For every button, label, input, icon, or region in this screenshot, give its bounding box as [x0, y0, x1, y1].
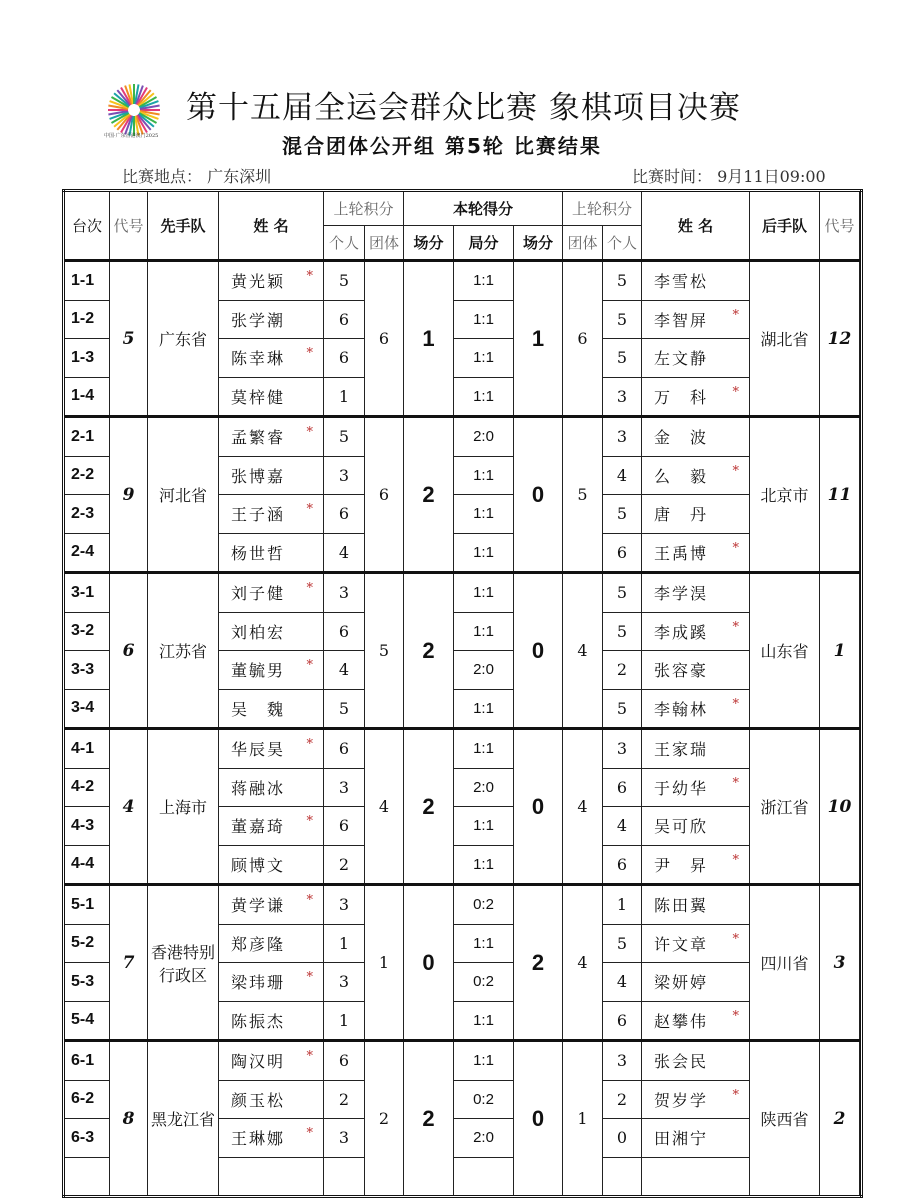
individual-score-a: 6: [324, 300, 365, 339]
team-score-a: 1: [365, 885, 404, 1041]
board-number: 2-3: [64, 495, 110, 534]
player-name: 李学淏: [654, 584, 709, 604]
player-name: 颜玉松: [231, 1090, 286, 1110]
individual-score-b: 5: [603, 689, 642, 729]
second-team: 四川省: [750, 885, 820, 1041]
board-number: 5-4: [64, 1001, 110, 1041]
col-ind-a: 个人: [324, 226, 365, 261]
venue: 比赛地点： 广东深圳: [122, 167, 272, 186]
star-marker: *: [732, 931, 741, 947]
team-score-a: 6: [365, 417, 404, 573]
table-row: [64, 1041, 862, 1081]
star-marker: *: [306, 893, 315, 909]
player-name-b: [642, 339, 750, 378]
star-marker: *: [732, 1087, 741, 1103]
player-name: 李翰林: [654, 699, 709, 719]
star-marker: *: [732, 1008, 741, 1024]
code-a: 6: [110, 573, 148, 729]
player-name-b: [642, 768, 750, 807]
code-b: 1: [820, 573, 860, 729]
player-name: 王琳娜: [231, 1129, 286, 1149]
code-a: 5: [110, 261, 148, 417]
individual-score-a: 5: [324, 417, 365, 457]
player-name-a: [219, 963, 324, 1002]
individual-score-a: 6: [324, 729, 365, 769]
col-prev-score-b: 上轮积分: [563, 191, 642, 226]
player-name-b: [642, 533, 750, 573]
match-points-b: 2: [514, 885, 563, 1041]
match-points-a: 2: [404, 573, 454, 729]
star-marker: *: [306, 814, 315, 830]
individual-score-a: 2: [324, 1080, 365, 1119]
first-team: 广东省: [148, 261, 219, 417]
empty-cell: [64, 1157, 110, 1197]
board-number: 5-3: [64, 963, 110, 1002]
game-score: 0:2: [454, 963, 514, 1002]
player-name-a: [219, 845, 324, 885]
results-table: [62, 189, 863, 1198]
player-name: 董嘉琦: [231, 817, 286, 837]
star-marker: *: [306, 581, 315, 597]
board-number: 3-4: [64, 689, 110, 729]
game-score: 1:1: [454, 300, 514, 339]
board-number: 2-1: [64, 417, 110, 457]
player-name: 贺岁学: [654, 1090, 709, 1110]
match-points-b: 0: [514, 729, 563, 885]
individual-score-b: 3: [603, 377, 642, 417]
table-row: [64, 729, 862, 769]
team-score-b: 4: [563, 885, 603, 1041]
match-points-a: 1: [404, 261, 454, 417]
player-name: 蒋融冰: [231, 778, 286, 798]
individual-score-b: 6: [603, 845, 642, 885]
player-name: 梁玮珊: [231, 973, 286, 993]
individual-score-a: 1: [324, 924, 365, 963]
player-name-a: [219, 1041, 324, 1081]
player-name: 黄学谦: [231, 896, 286, 916]
player-name-b: [642, 1119, 750, 1158]
individual-score-a: 3: [324, 768, 365, 807]
col-name-a: 姓 名: [219, 191, 324, 261]
player-name-a: [219, 924, 324, 963]
star-marker: *: [306, 425, 315, 441]
player-name-a: [219, 573, 324, 613]
match-points-b: 0: [514, 573, 563, 729]
logo-caption: 中国·广东香港澳门2025: [104, 133, 159, 139]
code-a: 9: [110, 417, 148, 573]
code-b: 3: [820, 885, 860, 1041]
player-name: 杨世哲: [231, 543, 286, 563]
player-name-a: [219, 807, 324, 846]
individual-score-a: 1: [324, 1001, 365, 1041]
second-team: 北京市: [750, 417, 820, 573]
player-name-b: [642, 689, 750, 729]
player-name: 万 科: [654, 387, 709, 407]
player-name-b: [642, 495, 750, 534]
player-name: 陈幸琳: [231, 349, 286, 369]
player-name: 董毓男: [231, 661, 286, 681]
game-score: 1:1: [454, 924, 514, 963]
player-name-a: [219, 1001, 324, 1041]
empty-cell: [324, 1157, 365, 1197]
col-prev-score-a: 上轮积分: [324, 191, 404, 226]
player-name: 刘柏宏: [231, 622, 286, 642]
col-board: 台次: [64, 191, 110, 261]
player-name: 吴 魏: [231, 699, 286, 719]
page-subtitle: 混合团体公开组 第5轮 比赛结果: [282, 134, 602, 158]
player-name: 张博嘉: [231, 466, 286, 486]
board-number: 4-3: [64, 807, 110, 846]
col-team-a: 团体: [365, 226, 404, 261]
star-marker: *: [306, 737, 315, 753]
player-name-a: [219, 339, 324, 378]
individual-score-a: 1: [324, 377, 365, 417]
player-name-a: [219, 1119, 324, 1158]
individual-score-b: 2: [603, 1080, 642, 1119]
player-name-b: [642, 651, 750, 690]
team-score-b: 1: [563, 1041, 603, 1197]
player-name-b: [642, 924, 750, 963]
col-match-a: 场分: [404, 226, 454, 261]
star-marker: *: [732, 775, 741, 791]
game-score: 1:1: [454, 573, 514, 613]
star-marker: *: [306, 269, 315, 285]
code-b: 10: [820, 729, 860, 885]
individual-score-b: 5: [603, 573, 642, 613]
code-a: 4: [110, 729, 148, 885]
game-score: 2:0: [454, 651, 514, 690]
individual-score-b: 4: [603, 456, 642, 495]
board-number: 1-2: [64, 300, 110, 339]
code-b: 11: [820, 417, 860, 573]
player-name: 张容豪: [654, 661, 709, 681]
board-number: 6-1: [64, 1041, 110, 1081]
first-team: 江苏省: [148, 573, 219, 729]
game-score: 1:1: [454, 845, 514, 885]
col-round-score: 本轮得分: [404, 191, 563, 226]
board-number: 2-2: [64, 456, 110, 495]
second-team: 湖北省: [750, 261, 820, 417]
game-score: 1:1: [454, 729, 514, 769]
team-score-a: 5: [365, 573, 404, 729]
player-name-b: [642, 845, 750, 885]
star-marker: *: [732, 307, 741, 323]
col-match-b: 场分: [514, 226, 563, 261]
game-score: 1:1: [454, 339, 514, 378]
player-name: 田湘宁: [654, 1129, 709, 1149]
player-name: 于幼华: [654, 778, 709, 798]
match-points-a: 2: [404, 729, 454, 885]
individual-score-a: 3: [324, 963, 365, 1002]
individual-score-b: 4: [603, 807, 642, 846]
player-name-b: [642, 300, 750, 339]
second-team: 陕西省: [750, 1041, 820, 1197]
player-name-a: [219, 1080, 324, 1119]
board-number: 3-1: [64, 573, 110, 613]
board-number: 5-2: [64, 924, 110, 963]
col-first-team: 先手队: [148, 191, 219, 261]
player-name: 左文静: [654, 349, 709, 369]
board-number: 1-3: [64, 339, 110, 378]
game-score: 1:1: [454, 612, 514, 651]
match-points-a: 0: [404, 885, 454, 1041]
match-points-a: 2: [404, 1041, 454, 1197]
code-a: 7: [110, 885, 148, 1041]
player-name-b: [642, 261, 750, 301]
team-score-a: 4: [365, 729, 404, 885]
game-score: 1:1: [454, 1001, 514, 1041]
individual-score-a: 6: [324, 612, 365, 651]
player-name-b: [642, 1041, 750, 1081]
individual-score-b: 1: [603, 885, 642, 925]
player-name: 莫梓健: [231, 387, 286, 407]
player-name: 顾博文: [231, 855, 286, 875]
individual-score-b: 2: [603, 651, 642, 690]
team-score-a: 6: [365, 261, 404, 417]
individual-score-b: 5: [603, 339, 642, 378]
game-score: 0:2: [454, 1080, 514, 1119]
col-game: 局分: [454, 226, 514, 261]
individual-score-b: 6: [603, 768, 642, 807]
player-name-b: [642, 885, 750, 925]
individual-score-b: 3: [603, 729, 642, 769]
empty-cell: [219, 1157, 324, 1197]
player-name: 唐 丹: [654, 505, 709, 525]
col-second-team: 后手队: [750, 191, 820, 261]
star-marker: *: [732, 463, 741, 479]
player-name: 刘子健: [231, 584, 286, 604]
individual-score-a: 3: [324, 456, 365, 495]
individual-score-b: 5: [603, 261, 642, 301]
empty-cell: [454, 1157, 514, 1197]
player-name: 陈振杰: [231, 1011, 286, 1031]
player-name: 张会民: [654, 1052, 709, 1072]
star-marker: *: [306, 1049, 315, 1065]
col-code-a: 代号: [110, 191, 148, 261]
player-name: 尹 昇: [654, 855, 709, 875]
player-name-a: [219, 417, 324, 457]
player-name: 陈田翼: [654, 896, 709, 916]
board-number: 3-3: [64, 651, 110, 690]
empty-cell: [603, 1157, 642, 1197]
board-number: 4-2: [64, 768, 110, 807]
player-name: 王家瑞: [654, 740, 709, 760]
second-team: 浙江省: [750, 729, 820, 885]
board-number: 6-2: [64, 1080, 110, 1119]
game-score: 1:1: [454, 533, 514, 573]
star-marker: *: [306, 1126, 315, 1142]
board-number: 3-2: [64, 612, 110, 651]
match-points-b: 0: [514, 417, 563, 573]
col-ind-b: 个人: [603, 226, 642, 261]
board-number: 2-4: [64, 533, 110, 573]
player-name: 黄光颖: [231, 272, 286, 292]
player-name-b: [642, 963, 750, 1002]
player-name: 华辰昊: [231, 740, 286, 760]
star-marker: *: [732, 540, 741, 556]
match-points-a: 2: [404, 417, 454, 573]
individual-score-a: 6: [324, 339, 365, 378]
game-score: 0:2: [454, 885, 514, 925]
game-score: 2:0: [454, 417, 514, 457]
player-name-b: [642, 456, 750, 495]
star-marker: *: [732, 384, 741, 400]
individual-score-a: 3: [324, 885, 365, 925]
individual-score-a: 6: [324, 1041, 365, 1081]
player-name: 郑彦隆: [231, 934, 286, 954]
game-score: 1:1: [454, 689, 514, 729]
player-name: 许文章: [654, 934, 709, 954]
player-name: 吴可欣: [654, 817, 709, 837]
game-score: 1:1: [454, 377, 514, 417]
player-name-a: [219, 377, 324, 417]
player-name: 梁妍婷: [654, 973, 709, 993]
star-marker: *: [306, 346, 315, 362]
player-name-b: [642, 377, 750, 417]
individual-score-b: 6: [603, 533, 642, 573]
page-title: 第十五届全运会群众比赛 象棋项目决赛: [186, 90, 741, 126]
player-name-a: [219, 612, 324, 651]
player-name-b: [642, 573, 750, 613]
individual-score-a: 4: [324, 533, 365, 573]
first-team: 河北省: [148, 417, 219, 573]
individual-score-b: 5: [603, 300, 642, 339]
game-score: 1:1: [454, 1041, 514, 1081]
star-marker: *: [306, 502, 315, 518]
individual-score-b: 5: [603, 495, 642, 534]
individual-score-a: 3: [324, 1119, 365, 1158]
player-name-b: [642, 417, 750, 457]
player-name-a: [219, 689, 324, 729]
match-time: 比赛时间： 9月11日09:00: [632, 167, 826, 186]
player-name-b: [642, 1080, 750, 1119]
star-marker: *: [732, 619, 741, 635]
col-team-b: 团体: [563, 226, 603, 261]
individual-score-a: 6: [324, 807, 365, 846]
first-team: 黑龙江省: [148, 1041, 219, 1197]
player-name-b: [642, 612, 750, 651]
first-team: 上海市: [148, 729, 219, 885]
team-score-b: 4: [563, 573, 603, 729]
player-name-a: [219, 651, 324, 690]
player-name-a: [219, 300, 324, 339]
player-name-a: [219, 456, 324, 495]
first-team: 香港特别行政区: [148, 885, 219, 1041]
game-score: 1:1: [454, 456, 514, 495]
table-row: [64, 573, 862, 613]
player-name: 李成蹊: [654, 622, 709, 642]
player-name-a: [219, 261, 324, 301]
table-row: [64, 261, 862, 301]
individual-score-a: 3: [324, 573, 365, 613]
player-name: 金 波: [654, 428, 709, 448]
individual-score-a: 6: [324, 495, 365, 534]
board-number: 1-4: [64, 377, 110, 417]
star-marker: *: [306, 658, 315, 674]
player-name: 王子涵: [231, 505, 286, 525]
individual-score-b: 6: [603, 1001, 642, 1041]
player-name-b: [642, 1001, 750, 1041]
game-score: 1:1: [454, 495, 514, 534]
board-number: 4-1: [64, 729, 110, 769]
team-score-a: 2: [365, 1041, 404, 1197]
team-score-b: 4: [563, 729, 603, 885]
code-a: 8: [110, 1041, 148, 1197]
player-name-a: [219, 729, 324, 769]
player-name-a: [219, 885, 324, 925]
individual-score-b: 4: [603, 963, 642, 1002]
empty-cell: [642, 1157, 750, 1197]
individual-score-b: 5: [603, 612, 642, 651]
player-name-a: [219, 495, 324, 534]
col-code-b: 代号: [820, 191, 860, 261]
player-name: 么 毅: [654, 466, 709, 486]
individual-score-b: 3: [603, 1041, 642, 1081]
player-name-a: [219, 533, 324, 573]
player-name: 王禹博: [654, 543, 709, 563]
player-name: 赵攀伟: [654, 1011, 709, 1031]
player-name: 陶汉明: [231, 1052, 286, 1072]
individual-score-a: 2: [324, 845, 365, 885]
individual-score-b: 3: [603, 417, 642, 457]
empty-cell: [860, 1157, 862, 1197]
player-name: 李智屏: [654, 310, 709, 330]
individual-score-a: 4: [324, 651, 365, 690]
code-b: 2: [820, 1041, 860, 1197]
table-row: [64, 417, 862, 457]
team-score-b: 6: [563, 261, 603, 417]
player-name: 孟繁睿: [231, 428, 286, 448]
team-score-b: 5: [563, 417, 603, 573]
player-name: 张学潮: [231, 310, 286, 330]
player-name-b: [642, 729, 750, 769]
game-score: 2:0: [454, 768, 514, 807]
player-name: 李雪松: [654, 272, 709, 292]
table-row: [64, 885, 862, 925]
star-marker: *: [306, 970, 315, 986]
individual-score-a: 5: [324, 689, 365, 729]
board-number: 6-3: [64, 1119, 110, 1158]
match-points-b: 1: [514, 261, 563, 417]
star-marker: *: [732, 696, 741, 712]
star-marker: *: [732, 852, 741, 868]
board-number: 5-1: [64, 885, 110, 925]
match-points-b: 0: [514, 1041, 563, 1197]
board-number: 4-4: [64, 845, 110, 885]
col-name-b: 姓 名: [642, 191, 750, 261]
game-score: 1:1: [454, 807, 514, 846]
individual-score-b: 0: [603, 1119, 642, 1158]
second-team: 山东省: [750, 573, 820, 729]
individual-score-a: 5: [324, 261, 365, 301]
board-number: 1-1: [64, 261, 110, 301]
game-score: 1:1: [454, 261, 514, 301]
player-name-b: [642, 807, 750, 846]
code-b: 12: [820, 261, 860, 417]
individual-score-b: 5: [603, 924, 642, 963]
game-score: 2:0: [454, 1119, 514, 1158]
player-name-a: [219, 768, 324, 807]
